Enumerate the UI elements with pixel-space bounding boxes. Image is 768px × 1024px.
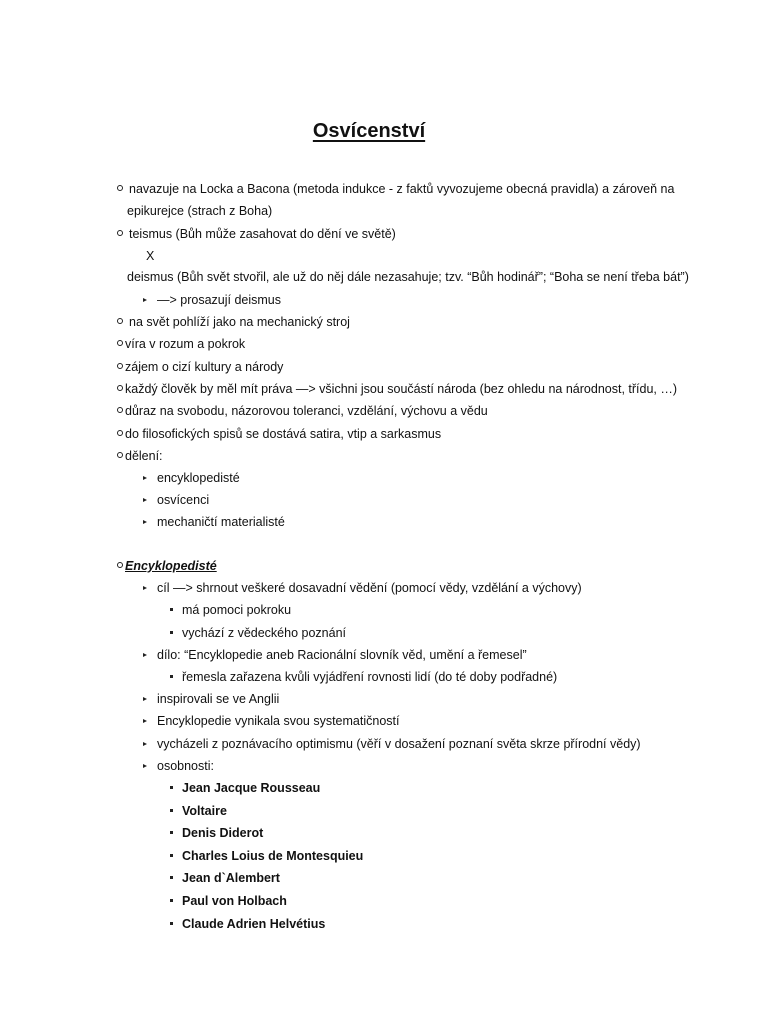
- sub-list-item: [143, 580, 582, 596]
- person-name: Voltaire: [182, 804, 227, 818]
- person-item: [170, 870, 280, 886]
- triangle-bullet-icon: [143, 742, 147, 746]
- triangle-bullet-icon: [143, 498, 147, 502]
- circle-bullet-icon: [117, 430, 123, 436]
- square-bullet-icon: [170, 876, 173, 879]
- item-text: teismus (Bůh může zasahovat do dění ve světě): [129, 227, 396, 241]
- person-item: [170, 848, 363, 864]
- section-heading: Encyklopedisté: [125, 559, 217, 573]
- item-text: dílo: “Encyklopedie aneb Racionální slovník věd, umění a řemesel”: [157, 648, 527, 662]
- sub-list-item: [143, 292, 281, 308]
- sub-sub-list-item: [170, 625, 346, 641]
- square-bullet-icon: [170, 675, 173, 678]
- item-text: osvícenci: [157, 493, 210, 507]
- item-text: do filosofických spisů se dostává satira, vtip a sarkasmus: [125, 427, 442, 441]
- item-text: každý člověk by měl mít práva —> všichni jsou součástí národa (bez ohledu na národnost, třídu, …): [125, 382, 678, 396]
- item-text: mechaničtí materialisté: [157, 515, 285, 529]
- circle-bullet-icon: [117, 452, 123, 458]
- sub-sub-list-item: [170, 669, 557, 685]
- item-text: osobnosti:: [157, 759, 214, 773]
- person-name: Claude Adrien Helvétius: [182, 917, 326, 931]
- circle-bullet-icon: [117, 407, 123, 413]
- person-name: Jean Jacque Rousseau: [182, 781, 321, 795]
- person-name: Charles Loius de Montesquieu: [182, 849, 364, 863]
- item-text: navazuje na Locka a Bacona (metoda indukce - z faktů vyvozujeme obecná pravidla) a zároveň na: [129, 182, 675, 196]
- item-text: cíl —> shrnout veškeré dosavadní vědění (pomocí vědy, vzdělání a výchovy): [157, 581, 582, 595]
- square-bullet-icon: [170, 631, 173, 634]
- item-text: řemesla zařazena kvůli vyjádření rovnosti lidí (do té doby podřadné): [182, 670, 558, 684]
- person-item: [170, 803, 227, 819]
- page-title: Osvícenství: [312, 120, 426, 142]
- list-item: [117, 181, 674, 197]
- square-bullet-icon: [170, 922, 173, 925]
- item-text: důraz na svobodu, názorovou toleranci, vzdělání, výchovu a vědu: [125, 404, 488, 418]
- list-item: [117, 448, 163, 464]
- list-item-continuation: deismus (Bůh svět stvořil, ale už do něj dále nezasahuje; tzv. “Bůh hodinář”; “Boha se není třeba bát”): [127, 270, 689, 284]
- triangle-bullet-icon: [143, 476, 147, 480]
- triangle-bullet-icon: [143, 298, 147, 302]
- item-text: inspirovali se ve Anglii: [157, 692, 280, 706]
- item-text: zájem o cizí kultury a národy: [125, 360, 284, 374]
- sub-list-item: [143, 713, 399, 729]
- circle-bullet-icon: [117, 185, 123, 191]
- triangle-bullet-icon: [143, 719, 147, 723]
- item-text: vychází z vědeckého poznání: [182, 626, 346, 640]
- triangle-bullet-icon: [143, 586, 147, 590]
- section-heading-item: [117, 558, 217, 574]
- sub-list-item: [143, 470, 240, 486]
- person-item: [170, 916, 325, 932]
- list-item: [117, 359, 283, 375]
- triangle-bullet-icon: [143, 697, 147, 701]
- circle-bullet-icon: [117, 230, 123, 236]
- square-bullet-icon: [170, 899, 173, 902]
- square-bullet-icon: [170, 831, 173, 834]
- list-item: [117, 381, 677, 397]
- item-text: dělení:: [125, 449, 163, 463]
- list-item: [117, 226, 396, 242]
- sub-list-item: [143, 736, 641, 752]
- circle-bullet-icon: [117, 562, 123, 568]
- square-bullet-icon: [170, 786, 173, 789]
- item-text: —> prosazují deismus: [157, 293, 282, 307]
- list-item: [117, 426, 441, 442]
- square-bullet-icon: [170, 608, 173, 611]
- circle-bullet-icon: [117, 318, 123, 324]
- triangle-bullet-icon: [143, 520, 147, 524]
- circle-bullet-icon: [117, 385, 123, 391]
- person-name: Paul von Holbach: [182, 894, 287, 908]
- person-name: Jean d`Alembert: [182, 871, 280, 885]
- square-bullet-icon: [170, 854, 173, 857]
- list-item: [117, 314, 350, 330]
- sub-list-item: [143, 691, 279, 707]
- item-text: má pomoci pokroku: [182, 603, 292, 617]
- list-item-continuation: epikurejce (strach z Boha): [127, 204, 273, 218]
- item-text: víra v rozum a pokrok: [125, 337, 246, 351]
- list-item: [117, 403, 488, 419]
- sub-list-item: [143, 647, 527, 663]
- square-bullet-icon: [170, 809, 173, 812]
- person-item: [170, 780, 320, 796]
- triangle-bullet-icon: [143, 764, 147, 768]
- triangle-bullet-icon: [143, 653, 147, 657]
- sub-list-item: [143, 758, 214, 774]
- sub-list-item: [143, 514, 285, 530]
- list-item: [117, 336, 245, 352]
- circle-bullet-icon: [117, 340, 123, 346]
- list-item-separator: X: [146, 249, 155, 263]
- item-text: vycházeli z poznávacího optimismu (věří v dosažení poznaní světa skrze přírodní vědy): [157, 737, 641, 751]
- item-text: na svět pohlíží jako na mechanický stroj: [129, 315, 350, 329]
- item-text: Encyklopedie vynikala svou systematičností: [157, 714, 400, 728]
- person-name: Denis Diderot: [182, 826, 264, 840]
- sub-list-item: [143, 492, 209, 508]
- item-text: encyklopedisté: [157, 471, 240, 485]
- circle-bullet-icon: [117, 363, 123, 369]
- person-item: [170, 893, 287, 909]
- person-item: [170, 825, 263, 841]
- sub-sub-list-item: [170, 602, 291, 618]
